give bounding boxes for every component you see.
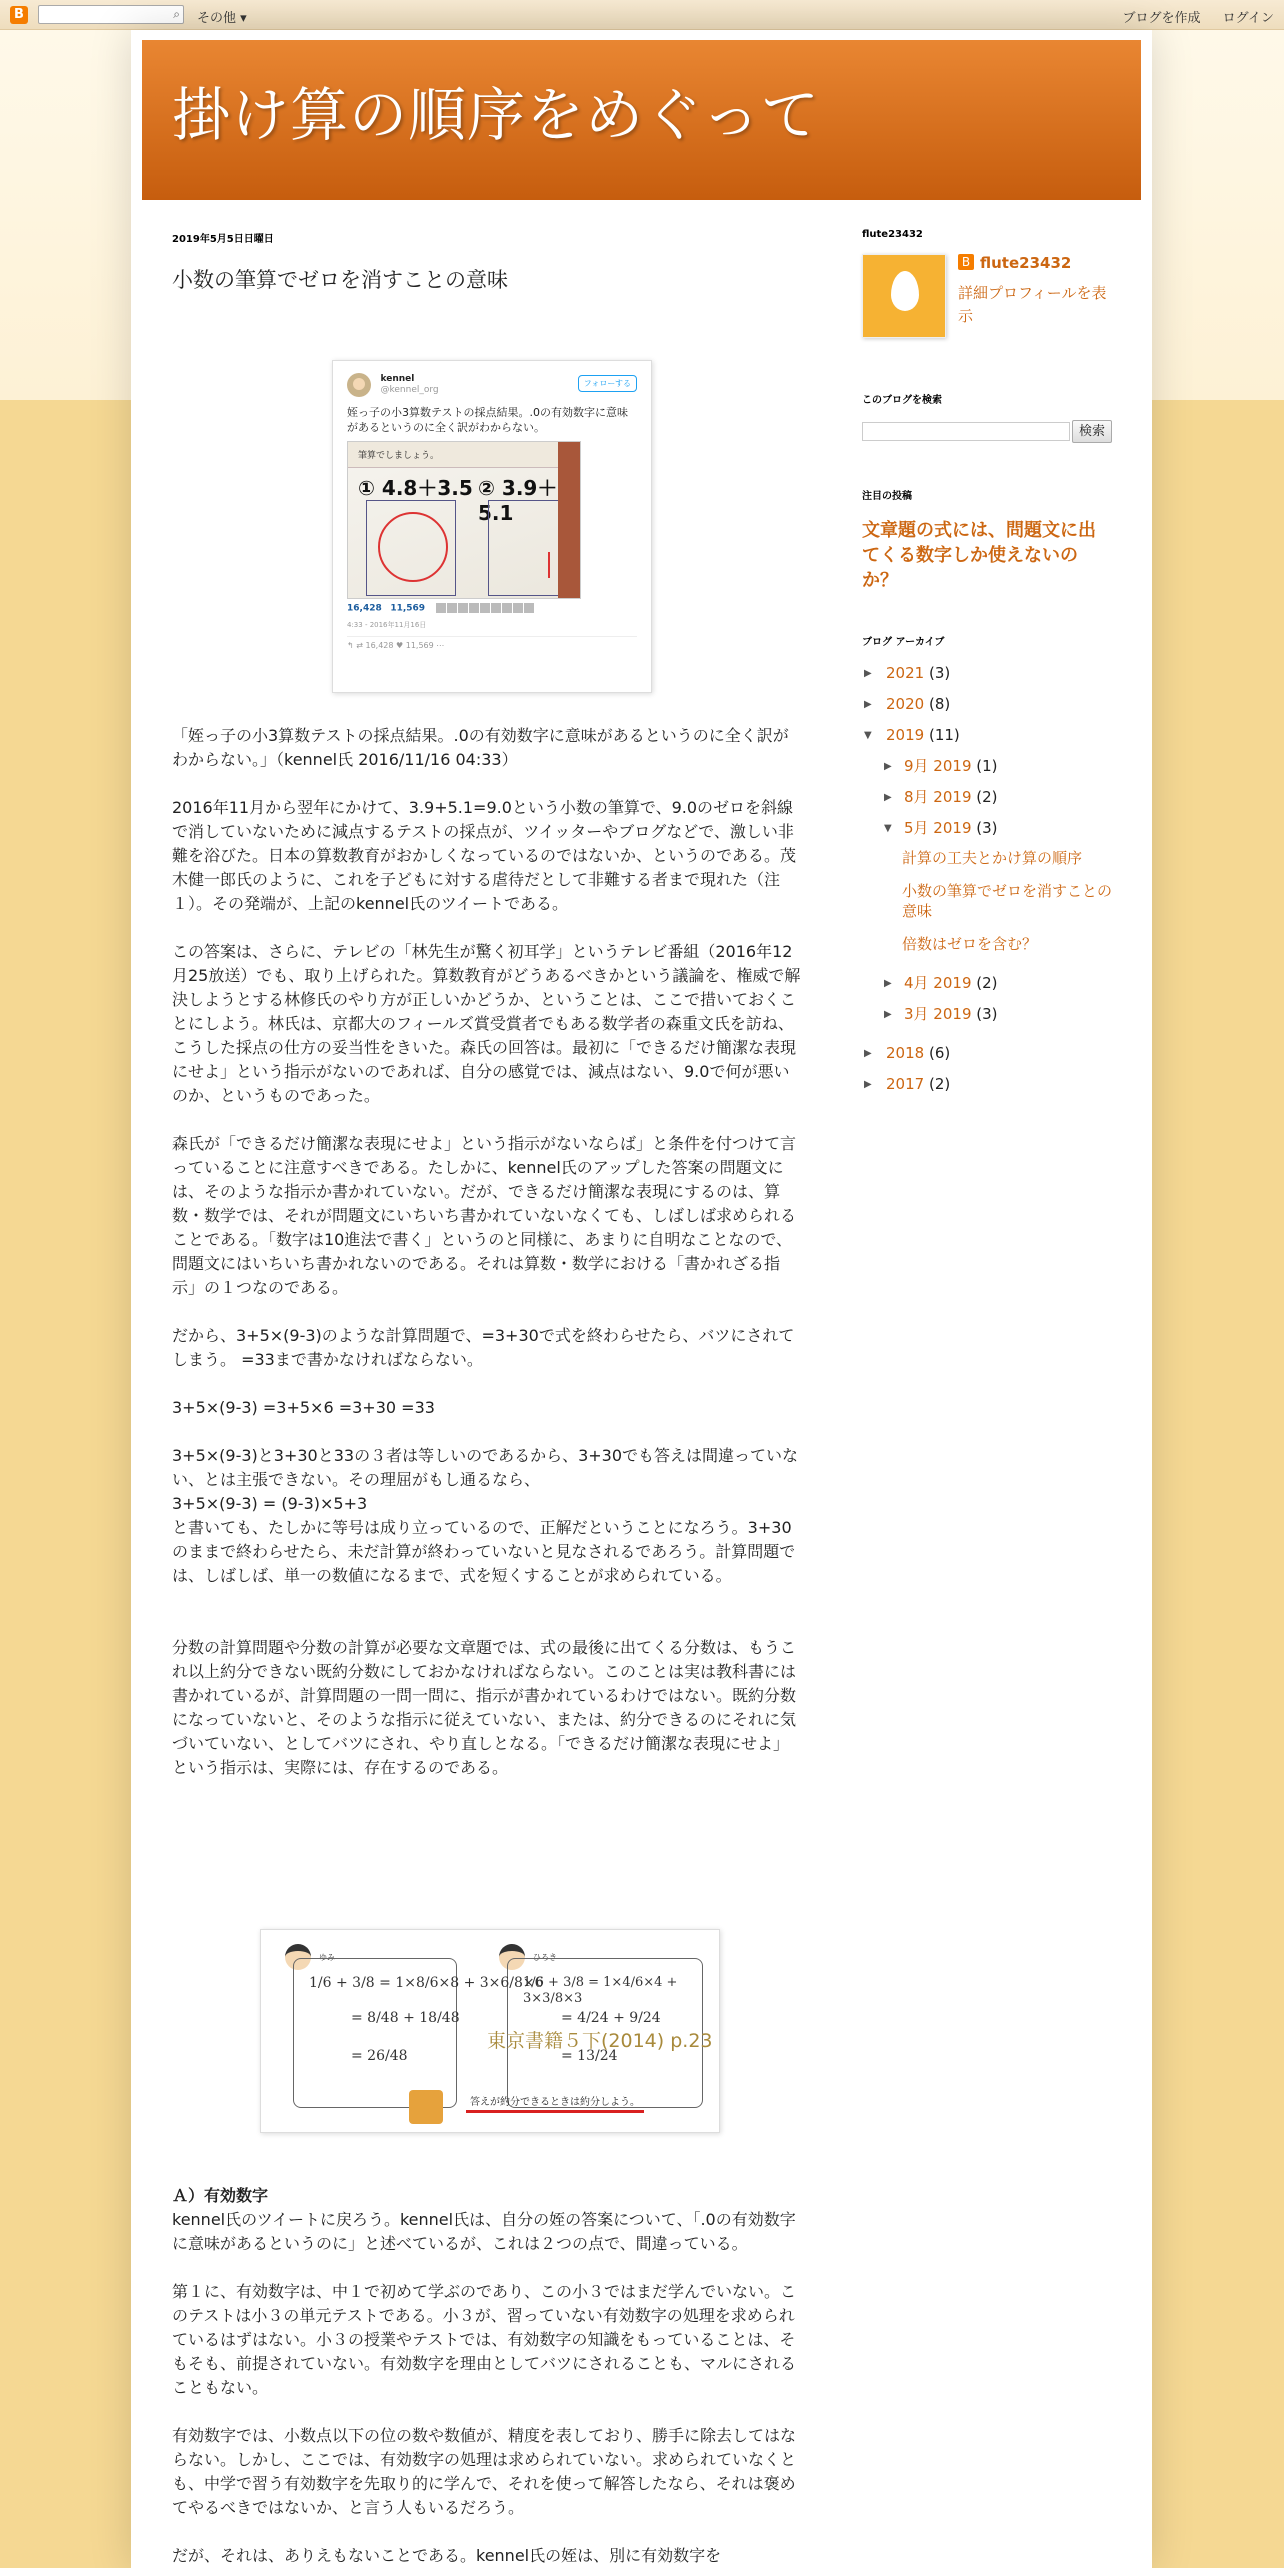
profile-name-link[interactable]: flute23432 <box>980 254 1072 272</box>
create-blog-link[interactable]: ブログを作成 <box>1122 11 1201 26</box>
triangle-right-icon[interactable]: ▶ <box>884 792 892 803</box>
tweet-text: 姪っ子の小3算数テストの採点結果。.0の有効数字に意味があるというのに全く訳がわからない。 <box>347 406 629 434</box>
tweet-actions: ↰ ⇄ 16,428 ♥ 11,569 ⋯ <box>347 640 445 650</box>
profile-avatar[interactable] <box>862 254 946 338</box>
post-date: 2019年5月5日日曜日 <box>172 234 274 245</box>
paragraph: 3+5×(9-3)と3+30と33の３者は等しいのであるから、3+30でも答えは間違っていない、とは主張できない。その理屈がもし通るなら、 3+5×(9-3) = (9-3)×5+3 と書いても、たしかに等号は成り立っているので、正解だということになろう。3+30のままで終わらせたら、未だ計算が終わっていないと見なされるであろう。計算問題では、しばしば、単一の数値になるまで、式を短くすることが求められている。 <box>172 1446 799 1585</box>
archive-item-aug-2019[interactable]: ▶ 8月 2019 (2) <box>862 782 1112 813</box>
blog-title[interactable]: 掛け算の順序をめぐって <box>172 81 820 149</box>
paragraph: だから、3+5×(9-3)のような計算問題で、=3+30で式を終わらせたら、バツにされてしまう。 =33まで書かなければならない。 <box>172 1326 795 1369</box>
paragraph: この答案は、さらに、テレビの「林先生が驚く初耳学」というテレビ番組（2016年12月25放送）でも、取り上げられた。算数教育がどうあるべきかという議論を、権威で解決しようとする林修氏のやり方が正しいかどうか、ということは、ここで措いておくことにしよう。林氏は、京都大のフィールズ賞受賞者でもある数学者の森重文氏を訪ね、こうした採点の仕方の妥当性をきいた。森氏の回答は。最初に「できるだけ簡潔な表現にせよ」という指示がないのであれば、自分の感覚では、減点はない、9.0で何が悪いのか、というものであった。 <box>172 942 801 1105</box>
featured-post-link[interactable]: 文章題の式には、問題文に出てくる数字しか使えないのか？ <box>862 520 1096 591</box>
paragraph: 分数の計算問題や分数の計算が必要な文章題では、式の最後に出てくる分数は、もうこれ以上約分できない既約分数にしておかなければならない。このことは実は教科書には書かれているが、計算問題の一問一問に、指示が書かれているわけではない。既約分数になっていないと、そのような指示に従えていない、または、約分できるのにそれに気づいていない、としてバツにされ、やり直しとなる。「できるだけ簡潔な表現にせよ」という指示は、実際には、存在するのである。 <box>172 1638 797 1777</box>
textbook-source-overlay: 東京書籍５下(2014) p.23 <box>487 2030 713 2052</box>
paragraph: 2016年11月から翌年にかけて、3.9+5.1=9.0という小数の筆算で、9.0のゼロを斜線で消していないために減点するテストの採点が、ツイッターやブログなどで、激しい非難を浴びた。日本の算数教育がおかしくなっているのではないか、というのである。茂木健一郎氏のように、これを子どもに対する虐待だとして非難する者まで現れた（注１）。その発端が、上記のkennel氏のツイートである。 <box>172 798 797 913</box>
search-widget <box>862 418 1112 444</box>
blogger-navbar <box>0 0 1284 30</box>
triangle-right-icon[interactable]: ▶ <box>864 668 872 679</box>
tweet-photo: 筆算でしましょう。 ① 4.8＋3.5 ② 3.9＋5.1 <box>347 441 581 599</box>
featured-widget-title: 注目の投稿 <box>862 491 912 502</box>
archive-post-link[interactable]: 計算の工夫とかけ算の順序 <box>902 849 1083 867</box>
triangle-right-icon[interactable]: ▶ <box>864 1079 872 1090</box>
paragraph: だが、それは、ありえもないことである。kennel氏の姪は、別に有効数字を <box>172 2546 722 2565</box>
blog-archive <box>862 658 1112 1100</box>
tweet-user: kennel @kennel_org <box>380 374 439 395</box>
tweet-stats: 16,428 11,569 <box>347 603 637 614</box>
profile-widget-title: flute23432 <box>862 229 923 240</box>
paragraph: 3+5×(9-3) =3+5×6 =3+30 =33 <box>172 1398 435 1417</box>
paragraph: 第１に、有効数字は、中１で初めて学ぶのであり、この小３ではまだ学んでいない。このテストは小３の単元テストである。小３が、習っていない有効数字の処理を求められているはずはない。小３の授業やテストでは、有効数字の知識をもっていることは、そもそも、前提されていない。有効数字を理由としてバツにされることも、マルにされることもない。 <box>172 2282 797 2397</box>
tweet-avatar <box>347 373 371 397</box>
textbook-note: 答えが約分できるときは約分しよう。 <box>466 2093 644 2113</box>
navbar-more-menu[interactable]: その他 ▾ <box>197 11 247 26</box>
navbar-right-links <box>1104 7 1274 26</box>
blogger-logo-icon[interactable]: B <box>10 6 28 24</box>
blog-search-button[interactable]: 検索 <box>1072 420 1112 443</box>
navbar-search-input[interactable] <box>38 5 184 24</box>
blog-header <box>142 40 1141 200</box>
post-body <box>172 724 802 1804</box>
blog-search-input[interactable] <box>862 422 1070 441</box>
paragraph: kennel氏のツイートに戻ろう。kennel氏は、自分の姪の答案について、「.0の有効数字に意味があるというのに」と述べているが、これは２つの点で、間違っている。 <box>172 2210 796 2253</box>
post-body-continued <box>172 2184 802 2568</box>
post-main <box>172 230 802 2565</box>
triangle-right-icon[interactable]: ▶ <box>884 1009 892 1020</box>
triangle-right-icon[interactable]: ▶ <box>884 761 892 772</box>
archive-item-apr-2019[interactable]: ▶ 4月 2019 (2) <box>862 968 1112 999</box>
triangle-right-icon[interactable]: ▶ <box>864 1048 872 1059</box>
paragraph: 「姪っ子の小3算数テストの採点結果。.0の有効数字に意味があるというのに全く訳がわからない。」（kennel氏 2016/11/16 04:33） <box>172 726 789 769</box>
profile-widget <box>862 254 1112 344</box>
archive-item-2019[interactable]: ▼ 2019 (11) <box>862 720 1112 751</box>
tweet-follow-button: フォローする <box>578 375 637 392</box>
post-title[interactable]: 小数の筆算でゼロを消すことの意味 <box>172 268 508 292</box>
archive-item-2017[interactable]: ▶ 2017 (2) <box>862 1069 1112 1100</box>
blogger-icon: B <box>958 254 974 270</box>
paragraph: 有効数字では、小数点以下の位の数や数値が、精度を表しており、勝手に除去してはならない。しかし、ここでは、有効数字の処理は求められていない。求められていなくとも、中学で習う有効数字を先取り的に学んで、それを使って解答したなら、それは褒めてやるべきではないか、と言う人もいるだろう。 <box>172 2426 797 2517</box>
archive-item-mar-2019[interactable]: ▶ 3月 2019 (3) <box>862 999 1112 1030</box>
sidebar <box>862 229 1112 1100</box>
archive-item-2018[interactable]: ▶ 2018 (6) <box>862 1038 1112 1069</box>
archive-item-2020[interactable]: ▶ 2020 (8) <box>862 689 1112 720</box>
archive-post-link[interactable]: 倍数はゼロを含む？ <box>902 935 1038 953</box>
textbook-image[interactable]: ゆみ ひろき 1/6 + 3/8 = 1×8/6×8 + 3×6/8×6 = 8/48 + 18/48 = 26/48 1/6 + 3/8 = 1×4/6×4 + 3×3/8×3 = 4/24 + 9/24 = 13/24 東京書籍５下(2014) p.23 答えが約分できるときは約分しよう。 <box>260 1929 720 2133</box>
profile-detail-link[interactable]: 詳細プロフィールを表示 <box>958 284 1107 325</box>
archive-widget-title: ブログ アーカイブ <box>862 637 945 648</box>
search-icon[interactable]: ⌕ <box>173 7 180 21</box>
archive-item-2021[interactable]: ▶ 2021 (3) <box>862 658 1112 689</box>
archive-post-link[interactable]: 小数の筆算でゼロを消すことの意味 <box>902 882 1113 920</box>
triangle-right-icon[interactable]: ▶ <box>884 978 892 989</box>
archive-item-sep-2019[interactable]: ▶ 9月 2019 (1) <box>862 751 1112 782</box>
search-widget-title: このブログを検索 <box>862 395 942 406</box>
section-heading: Ａ）有効数字 <box>172 2186 269 2205</box>
triangle-down-icon[interactable]: ▼ <box>864 730 872 741</box>
triangle-down-icon[interactable]: ▼ <box>884 823 892 834</box>
tweet-time: 4:33 - 2016年11月16日 <box>347 620 637 637</box>
mascot-icon <box>409 2090 443 2124</box>
login-link[interactable]: ログイン <box>1222 11 1274 26</box>
tweet-image[interactable] <box>332 360 652 693</box>
triangle-right-icon[interactable]: ▶ <box>864 699 872 710</box>
paragraph: 森氏が「できるだけ簡潔な表現にせよ」という指示がないならば」と条件を付つけて言っていることに注意すべきである。たしかに、kennel氏のアップした答案の問題文には、そのような指示か書かれていない。だが、できるだけ簡潔な表現にするのは、算数・数学では、それが問題文にいちいち書かれていないなくても、しばしば求められることである。「数字は10進法で書く」というのと同様に、あまりに自明なことなので、問題文にはいちいち書かれないのである。それは算数・数学における「書かれざる指示」の１つなのである。 <box>172 1134 797 1297</box>
archive-item-may-2019[interactable]: ▼ 5月 2019 (3) <box>862 813 1112 844</box>
